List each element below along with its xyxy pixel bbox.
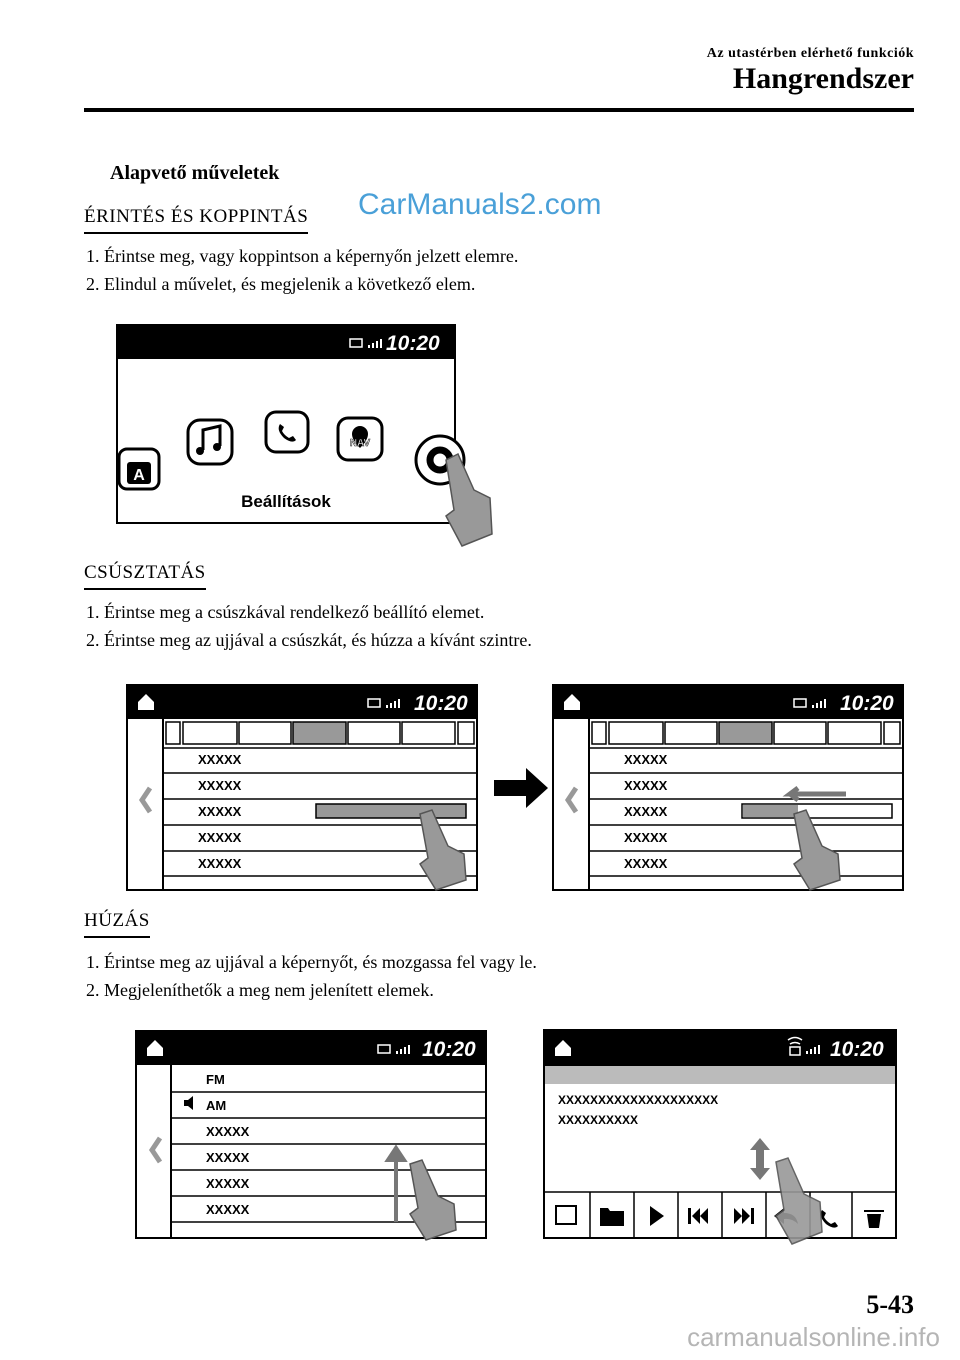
svg-text:XXXXX: XXXXX <box>206 1202 250 1217</box>
svg-text:XXXXX: XXXXX <box>198 778 242 793</box>
touch-step-1: 1. Érintse meg, vagy koppintson a képernyőn jelzett elemre. <box>86 246 519 266</box>
slide-step-2: 2. Érintse meg az ujjával a csúszkát, és húzza a kívánt szintre. <box>86 630 532 650</box>
svg-text:XXXXX: XXXXX <box>206 1176 250 1191</box>
clock-time: 10:20 <box>386 332 440 355</box>
slider-bar <box>743 805 798 817</box>
svg-text:XXXXX: XXXXX <box>206 1124 250 1139</box>
clock-time: 10:20 <box>830 1038 884 1061</box>
svg-text:AM: AM <box>206 1098 227 1113</box>
slide-step-1: 1. Érintse meg a csúszkával rendelkező beállító elemet. <box>86 602 485 622</box>
settings-label: Beállítások <box>241 492 331 511</box>
page-title: Hangrendszer <box>732 62 914 95</box>
navigation-icon <box>338 418 382 460</box>
drag-step-2: 2. Megjeleníthetők a meg nem jelenített elemek. <box>86 980 434 1000</box>
touch-heading: ÉRINTÉS ÉS KOPPINTÁS <box>84 206 308 234</box>
svg-text:XXXXX: XXXXX <box>624 856 668 871</box>
message-line-1: XXXXXXXXXXXXXXXXXXXX <box>558 1093 719 1107</box>
message-screen <box>540 1026 906 1252</box>
slider-screen-before <box>120 680 488 896</box>
svg-text:A: A <box>133 467 145 484</box>
svg-text:NAV: NAV <box>349 438 371 449</box>
subsection-title: Alapvető műveletek <box>110 162 280 184</box>
watermark-bottom: carmanualsonline.info <box>687 1322 940 1352</box>
apps-icon <box>119 449 159 489</box>
slider-bar <box>316 804 466 818</box>
home-screen-illustration <box>110 320 500 552</box>
svg-text:XXXXX: XXXXX <box>624 830 668 845</box>
svg-text:XXXXX: XXXXX <box>198 830 242 845</box>
touch-step-2: 2. Elindul a művelet, és megjelenik a következő elem. <box>86 274 476 294</box>
music-icon <box>188 420 232 464</box>
svg-text:XXXXX: XXXXX <box>198 804 242 819</box>
svg-text:XXXXX: XXXXX <box>206 1150 250 1165</box>
slide-heading: CSÚSZTATÁS <box>84 562 206 590</box>
header-rule <box>84 108 914 112</box>
svg-text:XXXXX: XXXXX <box>198 752 242 767</box>
watermark-top: CarManuals2.com <box>358 188 602 221</box>
svg-text:FM: FM <box>206 1072 225 1087</box>
drag-heading: HÚZÁS <box>84 910 150 938</box>
tab-strip <box>166 722 474 744</box>
tab-strip <box>592 722 900 744</box>
clock-time: 10:20 <box>840 692 894 715</box>
drag-step-1: 1. Érintse meg az ujjával a képernyőt, és mozgassa fel vagy le. <box>86 952 537 972</box>
svg-text:XXXXX: XXXXX <box>624 804 668 819</box>
page-number: 5-43 <box>866 1290 914 1319</box>
svg-text:XXXXX: XXXXX <box>624 778 668 793</box>
phone-icon <box>266 412 308 452</box>
clock-time: 10:20 <box>414 692 468 715</box>
slider-screen-after <box>546 680 914 896</box>
svg-text:XXXXX: XXXXX <box>198 856 242 871</box>
radio-list-screen <box>130 1026 492 1252</box>
section-label: Az utastérben elérhető funkciók <box>706 46 914 61</box>
finger-icon <box>446 454 492 546</box>
clock-time: 10:20 <box>422 1038 476 1061</box>
right-arrow-icon <box>492 766 550 810</box>
message-line-2: XXXXXXXXXX <box>558 1113 639 1127</box>
svg-text:XXXXX: XXXXX <box>624 752 668 767</box>
